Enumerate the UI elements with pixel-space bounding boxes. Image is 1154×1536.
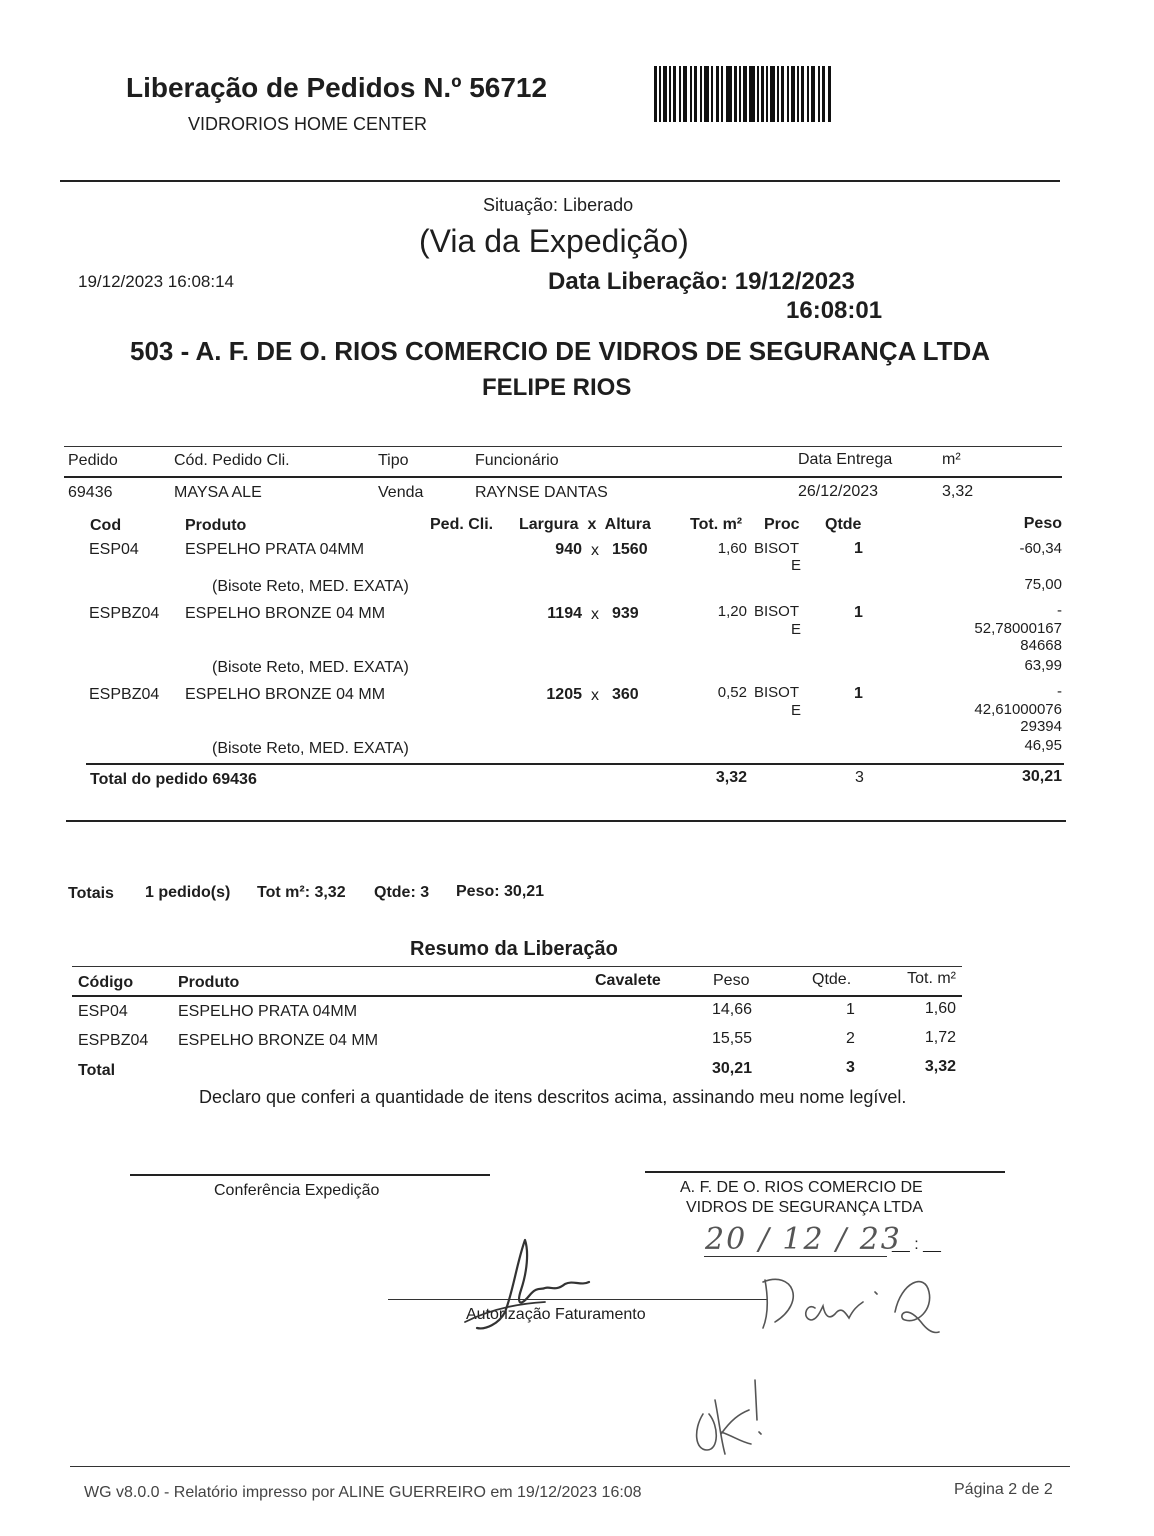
- item-cod: ESP04: [89, 541, 139, 558]
- footer-printed-by: WG v8.0.0 - Relatório impresso por ALINE GUERREIRO em 19/12/2023 16:08: [84, 1484, 642, 1501]
- autorizacao-label: Autorização Faturamento: [466, 1306, 646, 1323]
- items-col-proc: Proc: [764, 516, 800, 533]
- barcode-image: [654, 66, 832, 122]
- col-m2: m²: [942, 451, 961, 468]
- item-peso-extra: 63,99: [1024, 657, 1062, 674]
- item-largura: 1194: [547, 605, 582, 622]
- item-qtde: 1: [854, 685, 863, 702]
- item-tot-m2: 1,20: [717, 603, 747, 620]
- item-peso-cont: 42,61000076: [974, 701, 1062, 718]
- summary-codigo: ESP04: [78, 1003, 128, 1020]
- declaration-text: Declaro que conferi a quantidade de itens descritos acima, assinando meu nome legível.: [199, 1087, 907, 1107]
- company-sign-line2: VIDROS DE SEGURANÇA LTDA: [686, 1199, 924, 1216]
- totals-label: Totais: [68, 885, 114, 902]
- summary-tot-m2: 1,72: [924, 1029, 956, 1046]
- item-peso-cont: 29394: [1020, 718, 1062, 735]
- item-peso-cont: 52,78000167: [974, 620, 1062, 637]
- items-col-largura-altura: Largura x Altura: [519, 516, 651, 533]
- summary-col-codigo: Código: [78, 974, 134, 991]
- col-tipo: Tipo: [378, 452, 409, 469]
- summary-col-qtde: Qtde.: [812, 971, 852, 988]
- val-funcionario: RAYNSE DANTAS: [475, 484, 608, 501]
- item-tot-m2: 1,60: [717, 540, 747, 557]
- date-underline: [704, 1256, 887, 1257]
- summary-col-cavalete: Cavalete: [595, 972, 661, 989]
- order-section-end-line: [66, 820, 1066, 822]
- summary-title: Resumo da Liberação: [410, 938, 618, 960]
- item-peso-extra: 46,95: [1024, 737, 1062, 754]
- col-funcionario: Funcionário: [475, 452, 559, 469]
- item-desc: (Bisote Reto, MED. EXATA): [212, 578, 409, 595]
- item-proc-cont: E: [791, 621, 802, 638]
- summary-tot-m2: 1,60: [924, 1000, 956, 1017]
- handwritten-date: 20 / 12 / 23: [705, 1222, 902, 1257]
- client-contact: FELIPE RIOS: [482, 374, 632, 401]
- item-largura: 1205: [546, 686, 582, 703]
- situacao-text: Situação: Liberado: [483, 195, 634, 215]
- item-proc: BISOT: [754, 603, 800, 620]
- company-name: VIDRORIOS HOME CENTER: [188, 114, 428, 134]
- item-largura: 940: [555, 541, 582, 558]
- via-text: (Via da Expedição): [419, 223, 689, 259]
- header-divider: [60, 180, 1060, 182]
- item-peso-cont: 84668: [1020, 637, 1062, 654]
- items-col-tot-m2: Tot. m²: [690, 516, 743, 533]
- totals-peso: Peso: 30,21: [456, 883, 545, 900]
- val-tipo: Venda: [378, 484, 424, 501]
- document-title: Liberação de Pedidos N.º 56712: [126, 72, 548, 103]
- time-blank: __ : __: [892, 1236, 941, 1253]
- item-altura: 1560: [612, 541, 648, 558]
- summary-total-qtde: 3: [846, 1059, 855, 1076]
- conferencia-label: Conferência Expedição: [214, 1182, 380, 1199]
- order-total-label: Total do pedido 69436: [90, 771, 257, 788]
- val-cod-pedido-cli: MAYSA ALE: [174, 484, 262, 501]
- item-peso: -60,34: [1019, 540, 1062, 557]
- totals-qtde: Qtde: 3: [374, 884, 430, 901]
- totals-m2: Tot m²: 3,32: [257, 884, 346, 901]
- item-x: x: [591, 542, 599, 559]
- summary-total-peso: 30,21: [712, 1060, 753, 1077]
- signature-line-company: [645, 1171, 1005, 1173]
- item-cod: ESPBZ04: [89, 686, 160, 703]
- item-peso: -: [1057, 683, 1062, 700]
- order-total-peso: 30,21: [1021, 768, 1062, 785]
- order-header-mid-line: [64, 476, 1062, 478]
- item-produto: ESPELHO BRONZE 04 MM: [185, 686, 386, 703]
- items-col-produto: Produto: [185, 517, 247, 534]
- company-sign-line1: A. F. DE O. RIOS COMERCIO DE: [680, 1179, 923, 1196]
- item-desc: (Bisote Reto, MED. EXATA): [212, 740, 409, 757]
- item-peso: -: [1057, 602, 1062, 619]
- item-tot-m2: 0,52: [717, 684, 747, 701]
- col-data-entrega: Data Entrega: [798, 451, 893, 468]
- item-proc: BISOT: [754, 540, 800, 557]
- item-proc-cont: E: [791, 702, 802, 719]
- item-x: x: [591, 606, 599, 623]
- col-pedido: Pedido: [68, 452, 118, 469]
- item-qtde: 1: [854, 604, 863, 621]
- summary-codigo: ESPBZ04: [78, 1032, 149, 1049]
- summary-header-line: [72, 995, 962, 997]
- items-col-peso: Peso: [1023, 515, 1062, 532]
- item-peso-extra: 75,00: [1024, 576, 1062, 593]
- val-pedido: 69436: [68, 484, 113, 501]
- order-total-qtde: 3: [855, 769, 864, 786]
- order-total-line: [86, 763, 1064, 765]
- item-desc: (Bisote Reto, MED. EXATA): [212, 659, 409, 676]
- signature-daniel-icon: [745, 1262, 945, 1342]
- summary-col-peso: Peso: [713, 972, 750, 989]
- item-proc: BISOT: [754, 684, 800, 701]
- val-m2: 3,32: [942, 483, 974, 500]
- item-qtde: 1: [854, 540, 863, 557]
- col-cod-pedido-cli: Cód. Pedido Cli.: [174, 452, 290, 469]
- summary-peso: 15,55: [712, 1030, 753, 1047]
- footer-line: [70, 1466, 1070, 1467]
- summary-total-label: Total: [78, 1062, 116, 1079]
- items-col-qtde: Qtde: [825, 516, 862, 533]
- item-x: x: [591, 687, 599, 704]
- summary-col-tot-m2: Tot. m²: [907, 970, 956, 987]
- footer-page-number: Página 2 de 2: [954, 1481, 1053, 1498]
- client-name: 503 - A. F. DE O. RIOS COMERCIO DE VIDROS DE SEGURANÇA LTDA: [130, 336, 991, 366]
- ok-mark-icon: [685, 1370, 785, 1460]
- item-produto: ESPELHO PRATA 04MM: [185, 541, 365, 558]
- summary-produto: ESPELHO PRATA 04MM: [178, 1003, 358, 1020]
- items-col-ped-cli: Ped. Cli.: [430, 516, 494, 533]
- summary-top-line: [72, 966, 962, 967]
- summary-peso: 14,66: [712, 1001, 753, 1018]
- summary-col-produto: Produto: [178, 974, 240, 991]
- item-proc-cont: E: [791, 557, 802, 574]
- summary-qtde: 2: [846, 1030, 855, 1047]
- signature-scribble-icon: [455, 1232, 605, 1342]
- totals-pedidos: 1 pedido(s): [145, 884, 231, 901]
- signature-line-conferencia: [130, 1174, 490, 1176]
- item-altura: 939: [612, 605, 639, 622]
- item-cod: ESPBZ04: [89, 605, 160, 622]
- data-liberacao-time: 16:08:01: [786, 297, 883, 324]
- order-header-top-line: [64, 446, 1062, 447]
- item-altura: 360: [612, 686, 639, 703]
- order-total-m2: 3,32: [715, 769, 747, 786]
- items-col-cod: Cod: [90, 517, 122, 534]
- summary-total-m2: 3,32: [924, 1058, 956, 1075]
- data-liberacao: Data Liberação: 19/12/2023: [548, 268, 855, 295]
- summary-qtde: 1: [846, 1001, 855, 1018]
- print-timestamp: 19/12/2023 16:08:14: [78, 272, 234, 291]
- val-data-entrega: 26/12/2023: [798, 483, 879, 500]
- item-produto: ESPELHO BRONZE 04 MM: [185, 605, 386, 622]
- summary-produto: ESPELHO BRONZE 04 MM: [178, 1032, 379, 1049]
